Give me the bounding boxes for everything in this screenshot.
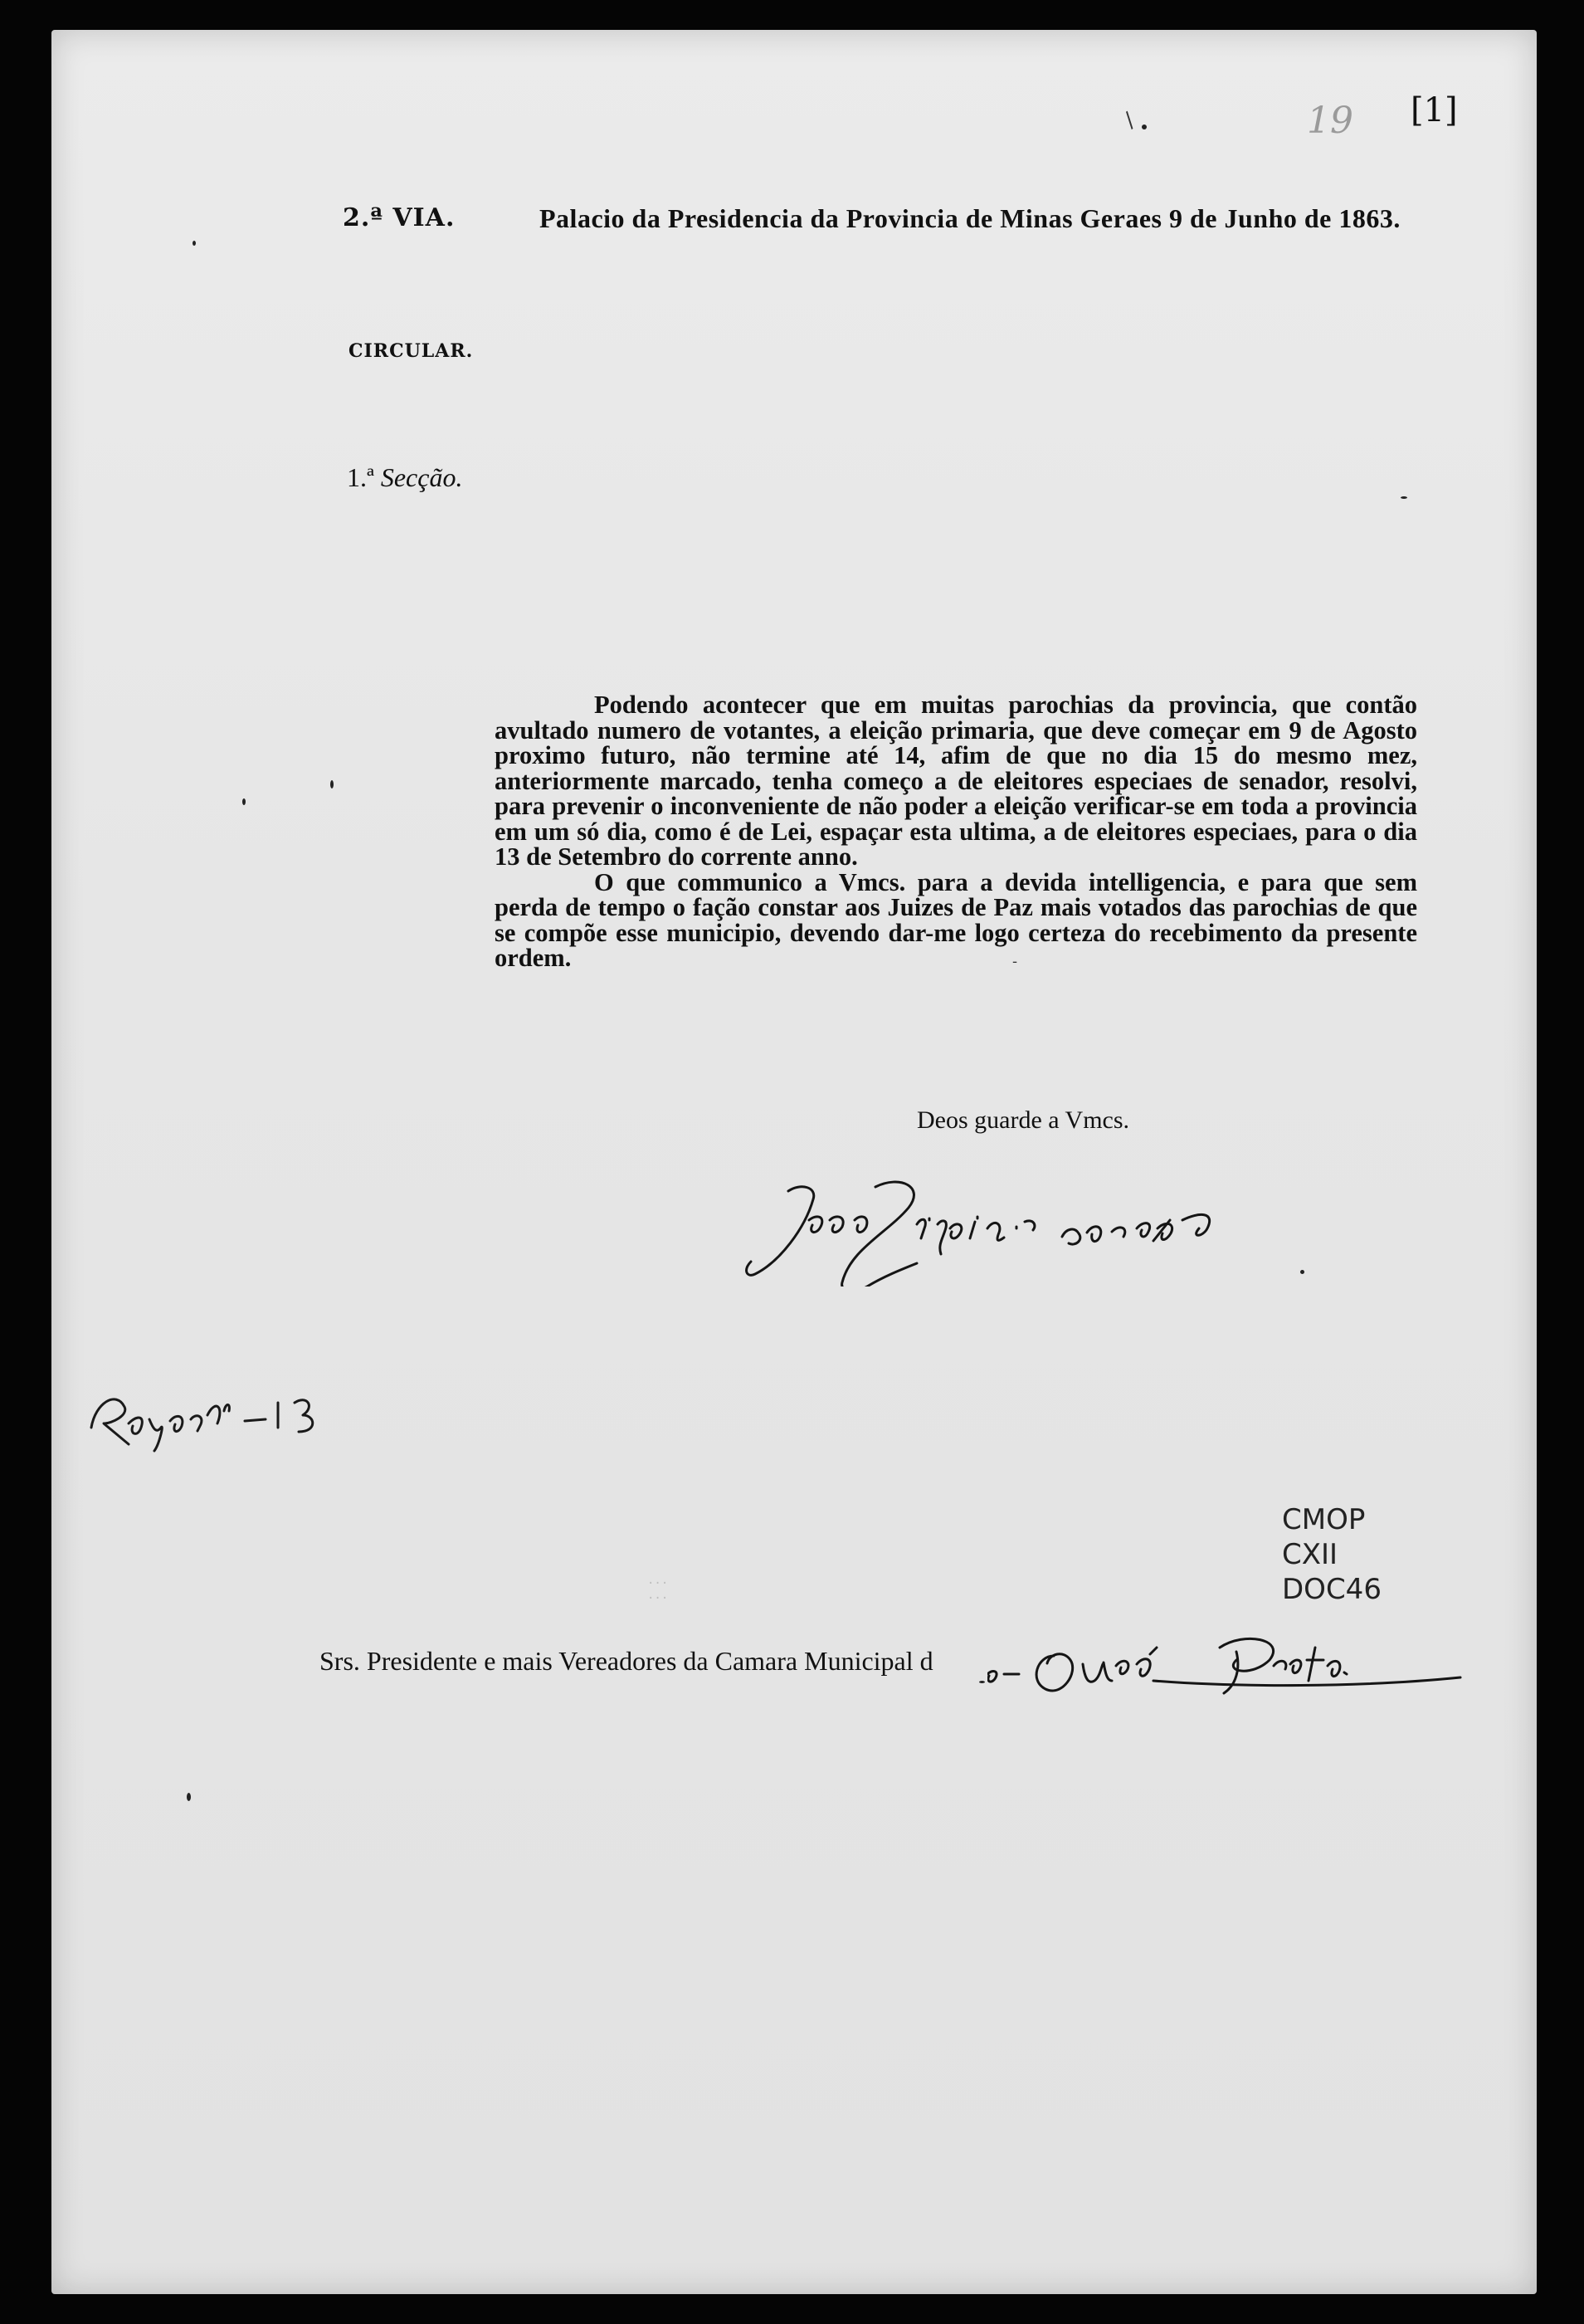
section-heading bbox=[347, 462, 462, 493]
folio-number: [1] bbox=[1411, 91, 1458, 129]
speck bbox=[1401, 496, 1407, 499]
closing-salutation: Deos guarde a Vmcs. bbox=[917, 1106, 1130, 1134]
speck bbox=[242, 798, 246, 805]
handwritten-signature bbox=[738, 1170, 1311, 1286]
speck bbox=[330, 780, 334, 788]
faded-stamp bbox=[647, 1573, 668, 1603]
paragraph: O que communico a Vmcs. para a devida intelligencia, e para que sem perda de tempo o fação constar aos Juizes de Paz mais votados das parochias de que se compõe esse municipio, devendo dar-me logo certeza do recebimento da presente ordem. bbox=[495, 867, 1417, 972]
section-label: Secção. bbox=[380, 462, 463, 492]
stray-mark: / bbox=[1119, 108, 1140, 133]
archive-reference bbox=[1282, 1502, 1382, 1607]
margin-handwritten-note bbox=[83, 1378, 365, 1452]
paragraph: Podendo acontecer que em muitas parochias da provincia, que contão avultado numero de votantes, a eleição primaria, que deve começar em 9 de Agosto proximo futuro, não termine até 14, afim de que no dia 15 do mesmo mez, anteriormente marcado, tenha começo a de eleitores especiaes de senador, resolvi, para prevenir o inconveniente de não poder a eleição verificar-se em toda a provincia em um só dia, como é de Lei, espaçar esta ultima, a de eleitores especiaes, para o dia 13 de Setembro do corrente anno. bbox=[495, 691, 1417, 871]
addressee-line: Srs. Presidente e mais Vereadores da Camara Municipal d bbox=[319, 1646, 933, 1676]
speck bbox=[193, 241, 196, 246]
letter-body bbox=[495, 692, 1417, 971]
speck bbox=[1142, 124, 1147, 129]
copy-designation: 2.ª VIA. bbox=[343, 203, 456, 232]
speck bbox=[187, 1793, 191, 1801]
circular-heading: CIRCULAR. bbox=[348, 340, 474, 362]
section-number: 1.ª bbox=[347, 462, 374, 492]
archive-ref-line: CXII bbox=[1282, 1538, 1338, 1571]
handwritten-addressee bbox=[987, 1614, 1469, 1706]
speck bbox=[979, 1681, 985, 1683]
stray-mark: - bbox=[1012, 953, 1018, 970]
stamp-line: ... bbox=[647, 1574, 669, 1587]
place-date-line: Palacio da Presidencia da Provincia de Minas Geraes 9 de Junho de 1863. bbox=[539, 203, 1401, 233]
archive-ref-line: CMOP bbox=[1282, 1503, 1366, 1536]
document-sheet bbox=[51, 30, 1537, 2294]
archive-ref-line: DOC46 bbox=[1282, 1573, 1382, 1606]
stamp-line: ... bbox=[647, 1589, 669, 1602]
pencil-mark: 19 bbox=[1307, 100, 1353, 142]
